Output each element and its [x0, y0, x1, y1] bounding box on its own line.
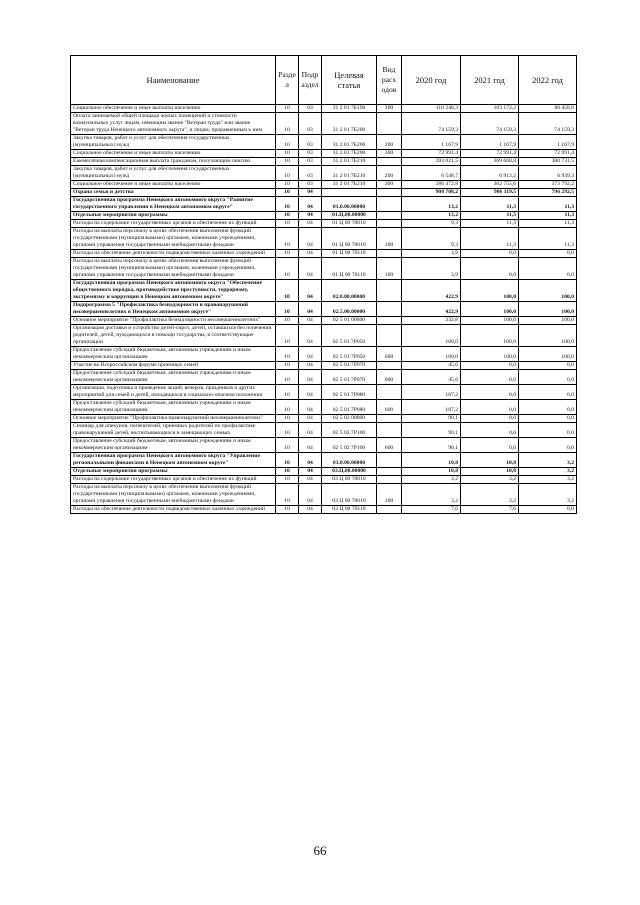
row-2020: 13,2: [402, 212, 461, 220]
row-podrazdel: 04: [299, 476, 322, 484]
row-target: 31 2 01 7Б190: [322, 105, 377, 113]
row-2020: 3,9: [402, 258, 461, 280]
row-vid: [377, 476, 402, 484]
row-2020: 13,2: [402, 197, 461, 212]
row-2021: 0,0: [461, 370, 519, 385]
row-2021: 3,2: [461, 484, 519, 506]
row-podrazdel: 04: [299, 347, 322, 362]
table-row: [71, 415, 577, 423]
row-2022: 6 939,3: [519, 166, 577, 181]
table-row: [71, 150, 577, 158]
row-razdel: 10: [276, 415, 299, 423]
table-row: [71, 423, 577, 438]
row-2020: 908 708,2: [402, 189, 461, 197]
row-name: Закупка товаров, работ и услуг для обеспечения государственных (муниципальных) нужд: [71, 166, 276, 181]
row-vid: [377, 158, 402, 166]
table-row: [71, 325, 577, 347]
row-2020: 10,8: [402, 468, 461, 476]
row-razdel: 10: [276, 113, 299, 135]
row-target: 01 Ц 00 70010: [322, 220, 377, 228]
row-vid: [377, 415, 402, 423]
header-2020: 2020 год: [402, 56, 461, 105]
row-vid: [377, 385, 402, 400]
row-name: Расходы на выплаты персоналу в целях обеспечения выполнения функций государственными (муниципальными) органами, казенными учреждениями, органами управления государственными внебюджетными фондами: [71, 484, 276, 506]
row-vid: 300: [377, 150, 402, 158]
row-2021: 10,8: [461, 468, 519, 476]
row-razdel: 10: [276, 385, 299, 400]
table-row: [71, 362, 577, 370]
row-razdel: 10: [276, 484, 299, 506]
row-razdel: 10: [276, 468, 299, 476]
row-2020: 9,3: [402, 228, 461, 250]
row-2021: 103 172,2: [461, 105, 519, 113]
row-podrazdel: 04: [299, 212, 322, 220]
row-razdel: 10: [276, 189, 299, 197]
row-name: Государственная программа Ненецкого автономного округа "Обеспечение общественного порядка, противодействие преступности, терроризму, экстремизму и коррупции в Ненецком автономном округе": [71, 280, 276, 302]
row-razdel: 10: [276, 438, 299, 453]
row-vid: [377, 220, 402, 228]
row-vid: 600: [377, 400, 402, 415]
row-podrazdel: 04: [299, 385, 322, 400]
row-name: Отдельные мероприятия программы: [71, 212, 276, 220]
row-2022: 3,2: [519, 453, 577, 468]
table-row: [71, 302, 577, 317]
row-razdel: 10: [276, 197, 299, 212]
row-name: Расходы на выплаты персоналу в целях обеспечения выполнения функций государственными (муниципальными) органами, казенными учреждениями, органами управления государственными внебюджетными фондами: [71, 258, 276, 280]
row-2020: 9,3: [402, 220, 461, 228]
row-target: 02 5 02 00000: [322, 415, 377, 423]
row-2022: 0,0: [519, 370, 577, 385]
table-row: [71, 453, 577, 468]
row-2020: 187,2: [402, 400, 461, 415]
row-vid: [377, 212, 402, 220]
row-target: 02.5.00.00000: [322, 302, 377, 317]
row-target: 02 5 01 7Р070: [322, 370, 377, 385]
row-name: Расходы на выплаты персоналу в целях обеспечения выполнения функций государственными (муниципальными) органами, казенными учреждениями, органами управления государственными внебюджетными фондами: [71, 228, 276, 250]
row-2020: 74 159,3: [402, 113, 461, 135]
row-podrazdel: 04: [299, 228, 322, 250]
row-podrazdel: 03: [299, 135, 322, 150]
row-2020: 45,6: [402, 362, 461, 370]
table-row: [71, 189, 577, 197]
table-body: [71, 105, 577, 514]
row-podrazdel: 04: [299, 220, 322, 228]
row-2022: 373 792,2: [519, 181, 577, 189]
row-2020: 422,9: [402, 302, 461, 317]
row-razdel: 10: [276, 220, 299, 228]
table-row: [71, 385, 577, 400]
table-row: [71, 506, 577, 514]
row-2020: 393 021,5: [402, 158, 461, 166]
row-podrazdel: 04: [299, 415, 322, 423]
row-2022: 0,0: [519, 362, 577, 370]
row-2021: 100,0: [461, 280, 519, 302]
row-podrazdel: 04: [299, 189, 322, 197]
row-2022: 0,0: [519, 423, 577, 438]
row-2022: 11,3: [519, 212, 577, 220]
table-row: [71, 400, 577, 415]
row-name: Государственная программа Ненецкого автономного округа "Развитие государственного управления в Ненецком автономном округе": [71, 197, 276, 212]
row-2021: 6 913,2: [461, 166, 519, 181]
row-name: Организация, подготовка и проведение акций, вечеров, праздников и других мероприятий для семей и детей, находящихся в социально-опасном положении: [71, 385, 276, 400]
row-podrazdel: 03: [299, 181, 322, 189]
row-target: 03.Ц.00.00000: [322, 468, 377, 476]
row-vid: 200: [377, 135, 402, 150]
header-target: Целевая статья: [322, 56, 377, 105]
row-2022: 100,0: [519, 302, 577, 317]
row-target: 31 2 01 7Б210: [322, 181, 377, 189]
row-2021: 11,3: [461, 212, 519, 220]
row-target: 03.0.00.00000: [322, 453, 377, 468]
row-2021: 0,0: [461, 258, 519, 280]
row-2021: 0,0: [461, 362, 519, 370]
row-razdel: 10: [276, 302, 299, 317]
row-2020: 110 248,3: [402, 105, 461, 113]
row-2022: 1 167,9: [519, 135, 577, 150]
row-target: 02 5 01 7Р080: [322, 385, 377, 400]
table-row: [71, 370, 577, 385]
row-razdel: 10: [276, 212, 299, 220]
row-2022: 72 991,4: [519, 150, 577, 158]
row-target: 02 5 01 7Р080: [322, 400, 377, 415]
table-row: [71, 484, 577, 506]
row-name: Основное мероприятие "Профилактика безнадзорности несовершеннолетних": [71, 317, 276, 325]
row-razdel: 10: [276, 423, 299, 438]
row-target: 03 Ц 00 70110: [322, 506, 377, 514]
row-2021: 0,0: [461, 250, 519, 258]
row-podrazdel: 04: [299, 453, 322, 468]
table-row: [71, 135, 577, 150]
row-vid: [377, 423, 402, 438]
row-podrazdel: 03: [299, 166, 322, 181]
table-row: [71, 105, 577, 113]
row-2021: 11,3: [461, 228, 519, 250]
row-2022: 11,3: [519, 197, 577, 212]
row-2021: 11,3: [461, 220, 519, 228]
row-vid: 600: [377, 370, 402, 385]
row-vid: 600: [377, 347, 402, 362]
row-podrazdel: 03: [299, 158, 322, 166]
table-row: [71, 158, 577, 166]
row-2020: 45,6: [402, 370, 461, 385]
row-podrazdel: 04: [299, 423, 322, 438]
table-row: [71, 181, 577, 189]
table-row: [71, 113, 577, 135]
row-2022: 100,0: [519, 325, 577, 347]
row-target: 31 2 01 7Б200: [322, 113, 377, 135]
row-razdel: 10: [276, 105, 299, 113]
row-name: Подпрограмма 5 "Профилактика безнадзорности и правонарушений несовершеннолетних в Ненецком автономном округе": [71, 302, 276, 317]
header-razdel: Разде л: [276, 56, 299, 105]
row-name: Расходы на содержание государственных органов и обеспечение их функций: [71, 220, 276, 228]
table-row: [71, 317, 577, 325]
row-target: 01 Ц 00 70110: [322, 250, 377, 258]
row-razdel: 10: [276, 135, 299, 150]
table-row: [71, 347, 577, 362]
row-podrazdel: 04: [299, 468, 322, 476]
row-2022: 100,0: [519, 280, 577, 302]
row-name: Социальное обеспечение и иные выплаты населению: [71, 105, 276, 113]
row-podrazdel: 04: [299, 317, 322, 325]
row-2021: 72 991,4: [461, 150, 519, 158]
row-2022: 100,0: [519, 347, 577, 362]
row-2020: 90,1: [402, 415, 461, 423]
row-podrazdel: 04: [299, 506, 322, 514]
row-2020: 3,9: [402, 250, 461, 258]
row-name: Предоставление субсидий бюджетным, автономным учреждениям и иным некоммерческим организациям: [71, 400, 276, 415]
row-name: Расходы на обеспечение деятельности подведомственных казенных учреждений: [71, 506, 276, 514]
header-2022: 2022 год: [519, 56, 577, 105]
row-2020: 90,1: [402, 423, 461, 438]
row-2020: 10,8: [402, 453, 461, 468]
row-podrazdel: 04: [299, 370, 322, 385]
row-podrazdel: 03: [299, 113, 322, 135]
row-name: Предоставление субсидий бюджетным, автономным учреждениям и иным некоммерческим организациям: [71, 347, 276, 362]
row-razdel: 10: [276, 453, 299, 468]
row-2020: 3,2: [402, 484, 461, 506]
row-name: Расходы на обеспечение деятельности подведомственных казенных учреждений: [71, 250, 276, 258]
row-vid: [377, 453, 402, 468]
row-2020: 72 991,4: [402, 150, 461, 158]
row-2021: 369 668,8: [461, 158, 519, 166]
row-target: 01.Ц.00.00000: [322, 212, 377, 220]
row-razdel: 10: [276, 258, 299, 280]
row-target: 02 5 01 7Р050: [322, 347, 377, 362]
row-name: Ежемесячная компенсационная выплата гражданам, получающим пенсию: [71, 158, 276, 166]
row-razdel: 10: [276, 228, 299, 250]
row-razdel: 10: [276, 325, 299, 347]
row-2020: 422,9: [402, 280, 461, 302]
row-razdel: 10: [276, 250, 299, 258]
row-name: Оплата занимаемой общей площади жилых помещений и стоимости коммунальных услуг лицам, имеющим звание "Ветеран труда" или звание "Ветеран труда Ненецкого автономного округа", и лицам, приравненным к ним: [71, 113, 276, 135]
row-2022: 0,0: [519, 400, 577, 415]
row-2021: 100,0: [461, 302, 519, 317]
row-2022: 3,2: [519, 484, 577, 506]
row-2021: 100,0: [461, 347, 519, 362]
row-2022: 0,0: [519, 415, 577, 423]
row-name: Закупка товаров, работ и услуг для обеспечения государственных (муниципальных) нужд: [71, 135, 276, 150]
row-target: 01.0.00.00000: [322, 197, 377, 212]
row-target: 02 5 01 7Р070: [322, 362, 377, 370]
row-name: Предоставление субсидий бюджетным, автономным учреждениям и иным некоммерческим организациям: [71, 438, 276, 453]
row-2022: 11,3: [519, 220, 577, 228]
row-target: 02 5 01 7Р050: [322, 325, 377, 347]
row-podrazdel: 04: [299, 258, 322, 280]
row-2022: 0,0: [519, 438, 577, 453]
row-2020: 187,2: [402, 385, 461, 400]
row-podrazdel: 03: [299, 105, 322, 113]
row-2020: 1 167,9: [402, 135, 461, 150]
row-podrazdel: 03: [299, 150, 322, 158]
row-razdel: 10: [276, 400, 299, 415]
table-row: [71, 250, 577, 258]
row-target: 02 5 02 7Р100: [322, 438, 377, 453]
row-podrazdel: 04: [299, 362, 322, 370]
row-razdel: 10: [276, 280, 299, 302]
row-razdel: 10: [276, 347, 299, 362]
row-target: 31 2 01 7Б210: [322, 166, 377, 181]
row-vid: [377, 197, 402, 212]
row-target: 31 2 01 7Б210: [322, 158, 377, 166]
row-2020: 6 548,7: [402, 166, 461, 181]
row-vid: [377, 302, 402, 317]
row-2020: 332,8: [402, 317, 461, 325]
row-name: Государственная программа Ненецкого автономного округа "Управление региональными финансами в Ненецком автономном округе": [71, 453, 276, 468]
row-2022: 3,2: [519, 476, 577, 484]
row-razdel: 10: [276, 476, 299, 484]
row-2021: 7,6: [461, 506, 519, 514]
row-vid: [377, 280, 402, 302]
row-name: Основное мероприятие "Профилактика правонарушений несовершеннолетних": [71, 415, 276, 423]
row-vid: [377, 189, 402, 197]
table-row: [71, 476, 577, 484]
row-2021: 1 167,9: [461, 135, 519, 150]
row-2021: 11,3: [461, 197, 519, 212]
row-vid: 300: [377, 181, 402, 189]
row-razdel: 10: [276, 158, 299, 166]
table-row: [71, 197, 577, 212]
table-row: [71, 258, 577, 280]
row-2020: 7,6: [402, 506, 461, 514]
row-target: 01 Ц 00 70110: [322, 258, 377, 280]
row-name: Организация доставки и устройство детей-сирот, детей, оставшихся без попечения родителей, детей, нуждающихся в помощи государства, в соответствующие организации: [71, 325, 276, 347]
row-2020: 386 472,8: [402, 181, 461, 189]
row-name: Охрана семьи и детства: [71, 189, 276, 197]
table-row: [71, 166, 577, 181]
row-vid: 200: [377, 166, 402, 181]
row-2022: 380 731,5: [519, 158, 577, 166]
row-2022: 3,2: [519, 468, 577, 476]
row-name: Семинар для опекунов, попечителей, приемных родителей по профилактике правонарушений детей, воспитывающихся в замещающих семьях: [71, 423, 276, 438]
row-2021: 0,0: [461, 415, 519, 423]
row-vid: [377, 362, 402, 370]
row-2021: 100,0: [461, 325, 519, 347]
row-name: Предоставление субсидий бюджетным, автономным учреждениям и иным некоммерческим организациям: [71, 370, 276, 385]
row-razdel: 10: [276, 506, 299, 514]
row-podrazdel: 04: [299, 280, 322, 302]
row-name: Социальное обеспечение и иные выплаты населению: [71, 181, 276, 189]
row-target: 02.0.00.00000: [322, 280, 377, 302]
header-vid: Вид расх одов: [377, 56, 402, 105]
row-2022: 74 159,3: [519, 113, 577, 135]
row-2022: 11,3: [519, 228, 577, 250]
row-razdel: 10: [276, 181, 299, 189]
row-vid: [377, 113, 402, 135]
page-number: 66: [313, 843, 327, 858]
row-razdel: 10: [276, 150, 299, 158]
table-row: [71, 280, 577, 302]
row-2021: 3,2: [461, 476, 519, 484]
row-target: [322, 189, 377, 197]
row-target: 02 5 02 7Р100: [322, 423, 377, 438]
row-2022: 100,0: [519, 317, 577, 325]
row-target: 31 2 01 7Б200: [322, 135, 377, 150]
row-vid: [377, 325, 402, 347]
table-row: [71, 438, 577, 453]
row-2021: 100,0: [461, 317, 519, 325]
row-2021: 0,0: [461, 423, 519, 438]
header-name: Наименование: [71, 56, 276, 105]
row-2020: 100,0: [402, 347, 461, 362]
row-target: 03 Ц 00 70010: [322, 476, 377, 484]
row-2022: 0,0: [519, 506, 577, 514]
row-vid: 300: [377, 105, 402, 113]
row-razdel: 10: [276, 362, 299, 370]
row-2022: 0,0: [519, 250, 577, 258]
header-podrazdel: Подр аздел: [299, 56, 322, 105]
row-razdel: 10: [276, 317, 299, 325]
table-header-row: [71, 56, 577, 105]
row-vid: [377, 317, 402, 325]
row-podrazdel: 04: [299, 197, 322, 212]
row-target: 01 Ц 00 70010: [322, 228, 377, 250]
row-podrazdel: 04: [299, 400, 322, 415]
row-vid: 600: [377, 438, 402, 453]
row-vid: 100: [377, 258, 402, 280]
row-vid: [377, 506, 402, 514]
row-target: 31 2 01 7Б200: [322, 150, 377, 158]
table-row: [71, 220, 577, 228]
row-2022: 796 292,5: [519, 189, 577, 197]
row-2022: 0,0: [519, 385, 577, 400]
row-2021: 362 755,6: [461, 181, 519, 189]
budget-table: [70, 55, 577, 514]
row-razdel: 10: [276, 370, 299, 385]
row-2021: 0,0: [461, 385, 519, 400]
row-podrazdel: 04: [299, 302, 322, 317]
row-vid: 100: [377, 228, 402, 250]
row-podrazdel: 04: [299, 250, 322, 258]
row-target: 03 Ц 00 70010: [322, 484, 377, 506]
row-vid: [377, 250, 402, 258]
row-target: 02 5 01 00000: [322, 317, 377, 325]
table-row: [71, 228, 577, 250]
row-name: Отдельные мероприятия программы: [71, 468, 276, 476]
row-podrazdel: 04: [299, 325, 322, 347]
row-name: Участие во Всероссийском форуме приемных семей: [71, 362, 276, 370]
row-2021: 0,0: [461, 438, 519, 453]
row-vid: [377, 468, 402, 476]
row-razdel: 10: [276, 166, 299, 181]
row-name: Социальное обеспечение и иные выплаты населению: [71, 150, 276, 158]
row-2022: 0,0: [519, 258, 577, 280]
row-2021: 74 159,3: [461, 113, 519, 135]
table-row: [71, 468, 577, 476]
row-2022: 80 458,6: [519, 105, 577, 113]
row-2020: 100,0: [402, 325, 461, 347]
row-vid: 100: [377, 484, 402, 506]
row-name: Расходы на содержание государственных органов и обеспечение их функций: [71, 476, 276, 484]
row-2021: 0,0: [461, 400, 519, 415]
row-2021: 10,8: [461, 453, 519, 468]
table-row: [71, 212, 577, 220]
row-podrazdel: 04: [299, 438, 322, 453]
row-podrazdel: 04: [299, 484, 322, 506]
row-2020: 3,2: [402, 476, 461, 484]
row-2021: 906 119,5: [461, 189, 519, 197]
header-2021: 2021 год: [461, 56, 519, 105]
row-2020: 90,1: [402, 438, 461, 453]
